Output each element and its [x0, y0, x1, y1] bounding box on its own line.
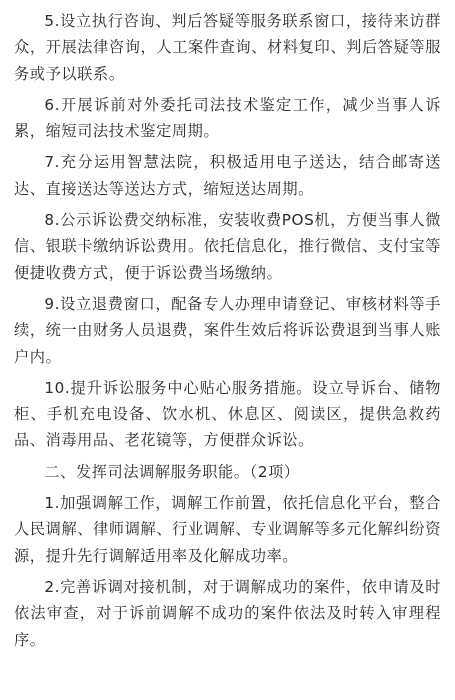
paragraph-item-7: 7.充分运用智慧法院，积极适用电子送达，结合邮寄送达、直接送达等送达方式，缩短送达周期。: [14, 153, 441, 198]
paragraph-item-8: 8.公示诉讼费交纳标准，安装收费POS机，方便当事人微信、银联卡缴纳诉讼费用。依托信息化，推行微信、支付宝等便捷收费方式，便于诉讼费当场缴纳。: [14, 211, 441, 282]
paragraph-item-5: 5.设立执行咨询、判后答疑等服务联系窗口，接待来访群众，开展法律咨询，人工案件查询、材料复印、判后答疑等服务或予以联系。: [14, 12, 441, 83]
paragraph-item-2-1: 1.加强调解工作，调解工作前置，依托信息化平台，整合人民调解、律师调解、行业调解、专业调解等多元化解纠纷资源，提升先行调解适用率及化解成功率。: [14, 494, 441, 565]
paragraph-item-2-2: 2.完善诉调对接机制，对于调解成功的案件，依申请及时依法审查，对于诉前调解不成功的案件依法及时转入审理程序。: [14, 577, 441, 649]
paragraph-item-6: 6.开展诉前对外委托司法技术鉴定工作，减少当事人诉累，缩短司法技术鉴定周期。: [14, 95, 441, 141]
paragraph-item-9: 9.设立退费窗口，配备专人办理申请登记、审核材料等手续，统一由财务人员退费，案件生效后将诉讼费退到当事人账户内。: [14, 294, 441, 366]
paragraph-item-10: 10.提升诉讼服务中心贴心服务措施。设立导诉台、储物柜、手机充电设备、饮水机、休息区、阅读区，提供急救药品、消毒用品、老花镜等，方便群众诉讼。: [14, 378, 441, 450]
section-heading-2: 二、发挥司法调解服务职能。（2项）: [44, 462, 300, 481]
